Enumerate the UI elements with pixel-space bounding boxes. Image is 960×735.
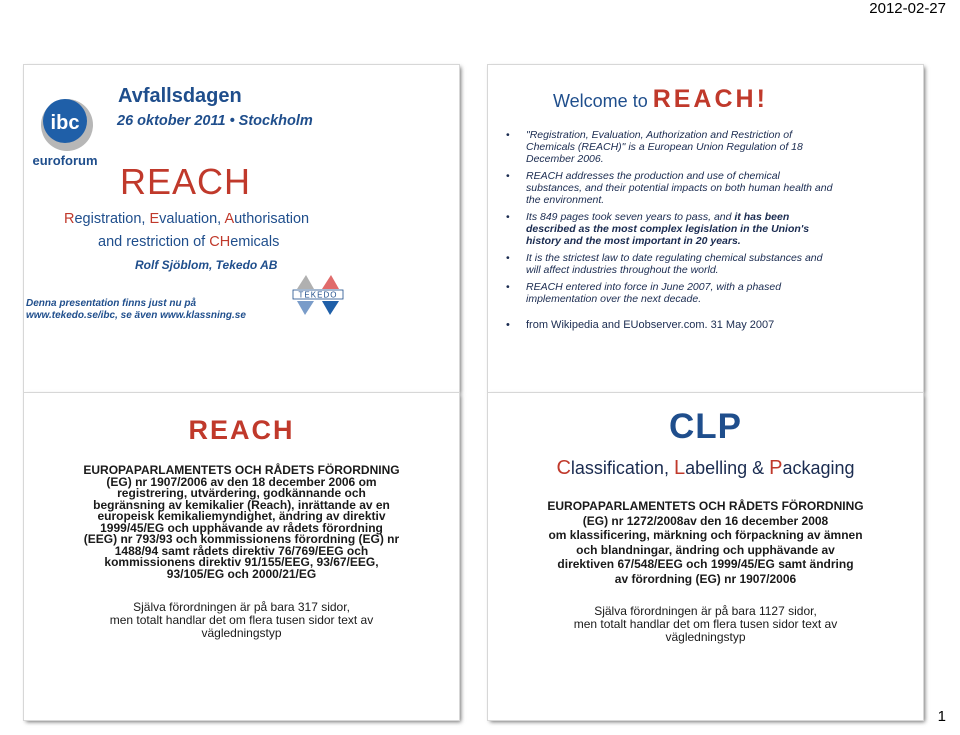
bullet-list — [516, 129, 836, 310]
regulation-text: EUROPAPARLAMENTETS OCH RÅDETS FÖRORDNING (EG) nr 1272/2008av den 16 december 2008 om klassificering, märkning och förpackning av ämnen och blandningar, ändring och upphävande av direktiven 67/548/EEG och 1999/45/EG samt ändring av förordning (EG) nr 1907/2006 — [547, 499, 864, 586]
event-date-place: 26 oktober 2011 • Stockholm — [117, 113, 313, 129]
source-note: • from Wikipedia and EUobserver.com. 31 May 2007 — [526, 319, 774, 331]
slide-welcome — [488, 65, 923, 392]
svg-text:TEKEDO: TEKEDO — [298, 290, 338, 300]
slide-title: CLP — [669, 407, 742, 446]
bullet-item: • REACH addresses the production and use of chemical substances, and their potential impacts on both human health and the environment. — [516, 170, 836, 206]
author: Rolf Sjöblom, Tekedo AB — [135, 258, 278, 272]
reach-expansion-line1: Registration, Evaluation, Authorisation — [64, 211, 310, 227]
reach-title: REACH — [120, 161, 252, 202]
logo-sub: euroforum — [32, 153, 98, 168]
page-date: 2012-02-27 — [869, 0, 946, 17]
bullet-item: • Its 849 pages took seven years to pass, and it has been described as the most complex legislation in the Union's history and the most important in 20 years. — [516, 211, 836, 247]
event-title: Avfallsdagen — [118, 85, 242, 107]
bullet-item: • REACH entered into force in June 2007, with a phased implementation over the next decade. — [516, 281, 836, 305]
slide-title: REACH — [188, 415, 295, 445]
reach-expansion-line2: and restriction of CHemicals — [98, 234, 280, 250]
slide-title — [24, 65, 459, 392]
slide-heading: Welcome to REACH! — [553, 85, 768, 113]
clp-expansion: Classification, Labelling & Packaging — [556, 457, 855, 479]
logo-text: ibc — [50, 112, 80, 134]
bullet-item: • "Registration, Evaluation, Authorization and Restriction of Chemicals (REACH)" is a European Union Regulation of 18 December 2006. — [516, 129, 836, 165]
page-number: 1 — [937, 708, 946, 725]
page-count-note: Själva förordningen är på bara 317 sidor, men totalt handlar det om flera tusen sidor text av vägledningstyp — [109, 600, 374, 640]
tekedo-logo — [292, 275, 344, 325]
regulation-text: EUROPAPARLAMENTETS OCH RÅDETS FÖRORDNING (EG) nr 1907/2006 av den 18 december 2006 om registrering, utvärdering, godkännande och begränsning av kemikalier (Reach), inrättande av en europeisk kemikaliemyndighet, ändring av direktiv 1999/45/EG och upphävande av rådets förordning (EEG) nr 793/93 och kommissionens förordning (EG) nr 1488/94 samt rådets direktiv 76/769/EEG och kommissionens direktiv 91/155/EEG, 93/67/EEG, 93/105/EG och 2000/21/EG — [83, 463, 400, 581]
bullet-item: • It is the strictest law to date regulating chemical substances and will affect industries throughout the world. — [516, 252, 836, 276]
slide-reach-regulation — [24, 393, 459, 720]
page-count-note: Själva förordningen är på bara 1127 sidor, men totalt handlar det om flera tusen sidor text av vägledningstyp — [573, 604, 838, 644]
availability-note: Denna presentation finns just nu på www.tekedo.se/ibc, se även www.klassning.se — [26, 298, 246, 321]
ibc-euroforum-logo — [29, 85, 113, 169]
slide-clp-regulation — [488, 393, 923, 720]
